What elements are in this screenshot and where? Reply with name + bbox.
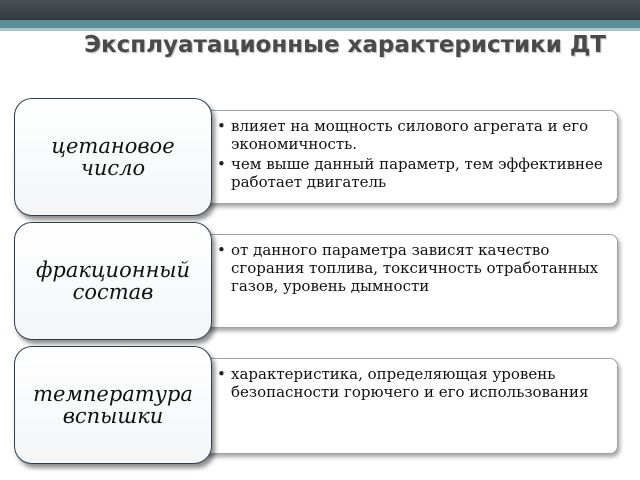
label-text: фракционный состав xyxy=(35,258,191,304)
slide-title: Эксплуатационные характеристики ДТ xyxy=(84,32,606,58)
label-text: цетановое число xyxy=(51,134,175,180)
header-dark-bar xyxy=(0,0,640,20)
bullet-item: • влияет на мощность силового агрегата и его экономичность. xyxy=(231,117,607,153)
header-accent-bar xyxy=(0,20,640,28)
detail-box-flash xyxy=(198,358,618,454)
detail-list xyxy=(215,365,607,401)
detail-list xyxy=(215,117,607,191)
label-box-fraction xyxy=(14,222,212,340)
detail-box-fraction xyxy=(198,234,618,328)
label-box-flash xyxy=(14,346,212,464)
label-box-cetane xyxy=(14,98,212,216)
bullet-item: • характеристика, определяющая уровень безопасности горючего и его использования xyxy=(231,365,607,401)
bullet-item: • чем выше данный параметр, тем эффективнее работает двигатель xyxy=(231,155,607,191)
header-accent-stripe xyxy=(0,28,640,31)
label-text: температура вспышки xyxy=(33,382,193,428)
bullet-item: • от данного параметра зависят качество сгорания топлива, токсичность отработанных газов, уровень дымности xyxy=(231,241,607,295)
detail-list xyxy=(215,241,607,295)
detail-box-cetane xyxy=(198,110,618,204)
